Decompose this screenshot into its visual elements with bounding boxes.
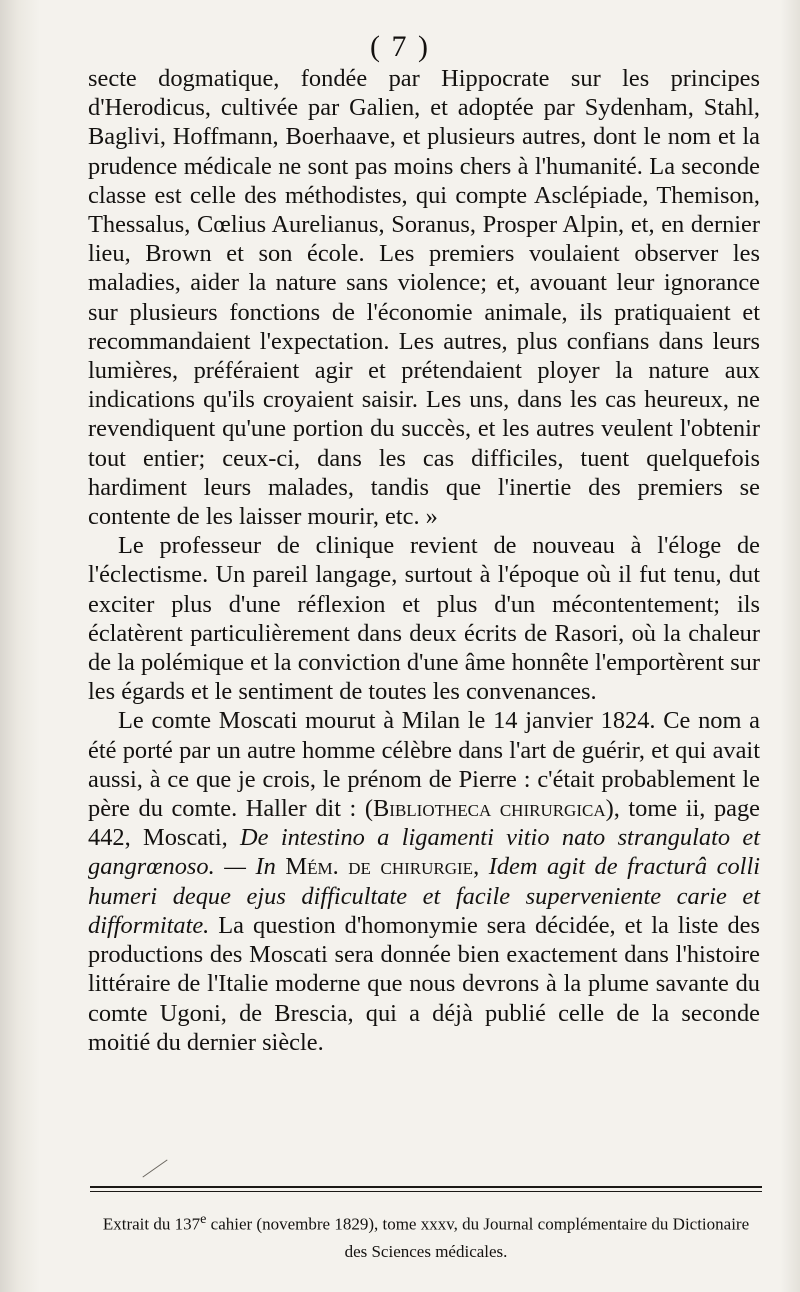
paragraph-2: Le professeur de clinique revient de nouveau à l'éloge de l'éclectisme. Un pareil langage, surtout à l'époque où il fut tenu, dut exciter plus d'une réflexion et plus d'un mécontentement; ils éclatèrent particulièrement dans deux écrits de Rasori, où la chaleur de la polémique et la conviction d'une âme honnête l'emportèrent sur les égards et le sentiment de toutes les convenances.	[88, 532, 760, 706]
citation-memoires: Mém. de chirurgie	[275, 853, 474, 881]
pen-mark	[142, 1159, 167, 1177]
page-number: ( 7 )	[370, 30, 430, 63]
footer-rule	[90, 1186, 762, 1188]
paragraph-3-part-a: Le comte Moscati mourut à Milan le 14 janvier 1824. Ce nom a été porté par un autre homme célèbre dans l'art de guérir, et qui avait aussi, à ce que je crois, le prénom de Pierre : c'était probablement le père du comte. Haller dit : (	[88, 707, 760, 823]
footnote-prefix: Extrait du 137	[102, 1214, 201, 1234]
footer-rule-thin	[90, 1191, 762, 1192]
paragraph-3-part-d: La question d'homonymie sera décidée, et la liste des productions des Moscati sera donnée bien exactement dans l'histoire littéraire de l'Italie moderne que nous devrons à la plume savante du comte Ugoni, de Brescia, qui a déjà publié celle de la seconde moitié du dernier siècle.	[88, 911, 760, 1056]
paragraph-3-part-c: ,	[473, 853, 489, 881]
footnote-rest: cahier (novembre 1829), tome xxxv, du Journal complémentaire du Dictionaire des Sciences médicales.	[206, 1214, 750, 1261]
paragraph-3-part-b: ), tome ii, page 442, Moscati,	[88, 795, 760, 852]
paragraph-3	[88, 706, 760, 1056]
latin-title-2: Idem agit de fracturâ colli humeri deque ejus difficultate et facile superveniente carie et difformitate.	[88, 853, 761, 939]
footnote-superscript: e	[200, 1211, 207, 1227]
paragraph-1: secte dogmatique, fondée par Hippocrate sur les principes d'Herodicus, cultivée par Galien, et adoptée par Sydenham, Stahl, Baglivi, Hoffmann, Boerhaave, et plusieurs autres, dont le nom et la prudence médicale ne sont pas moins chers à l'humanité. La seconde classe est celle des méthodistes, qui compte Asclépiade, Themison, Thessalus, Cœlius Aurelianus, Soranus, Prosper Alpin, et, en dernier lieu, Brown et son école. Les premiers voulaient observer les maladies, aider la nature sans violence; et, avouant leur ignorance sur plusieurs fonctions de l'économie animale, ils pratiquaient et recommandaient l'expectation. Les autres, plus confians dans leurs lumières, préféraient agir et prétendaient ployer la nature aux indications qu'ils croyaient saisir. Les uns, dans les cas heureux, ne revendiquent qu'une portion du succès, et les autres veulent l'obtenir tout entier; ceux-ci, dans les cas difficiles, tuent quelquefois hardiment leurs malades, tandis que l'inertie des premiers se contente de les laisser mourir, etc. »	[88, 65, 760, 531]
citation-bibliotheca: Bibliotheca chirurgica	[373, 795, 606, 823]
main-text	[88, 64, 760, 1057]
latin-title-1: De intestino a ligamenti vitio nato strangulato et gangrœnoso. — In	[88, 824, 760, 881]
footnote	[90, 1206, 762, 1265]
